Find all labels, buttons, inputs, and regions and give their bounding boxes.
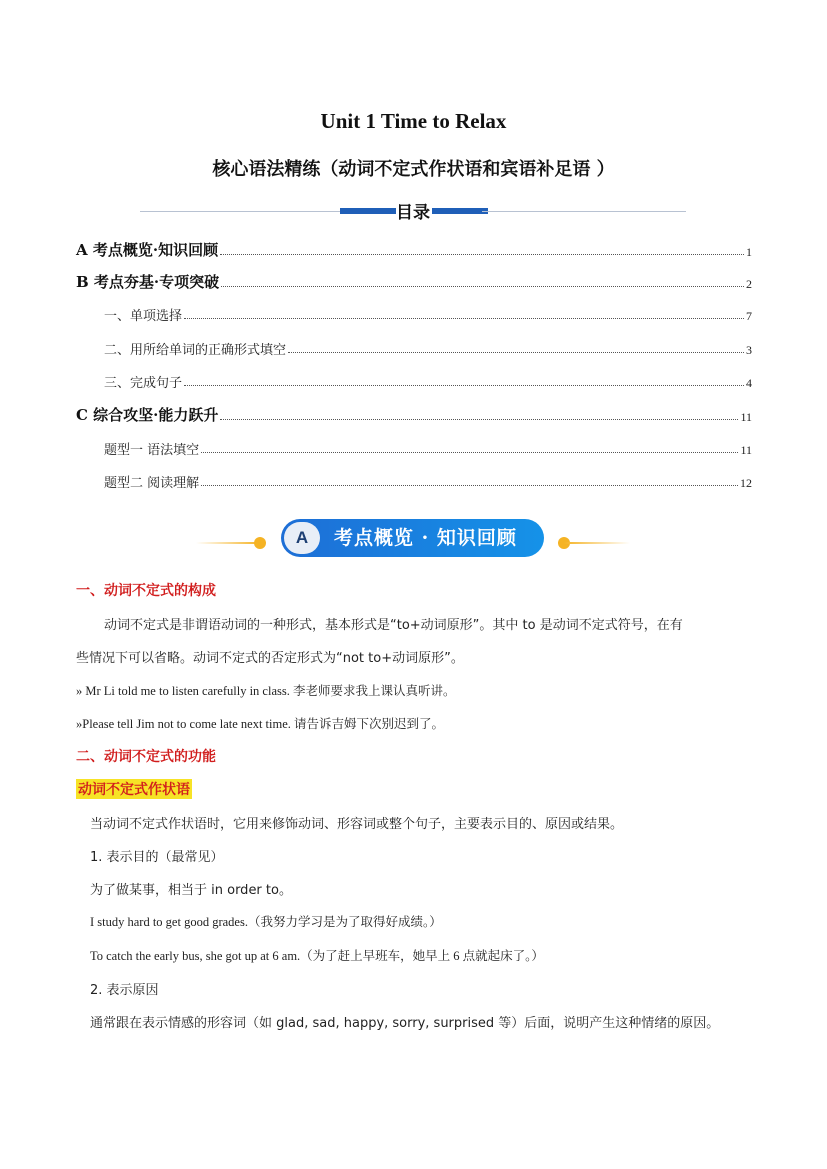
highlighted-subheading: 动词不定式作状语	[76, 779, 192, 799]
toc-entry-label: A 考点概览·知识回顾	[76, 241, 219, 259]
toc-leader	[220, 419, 738, 420]
banner-line-left	[196, 542, 260, 544]
toc-entry[interactable]	[104, 436, 752, 458]
toc-entry-page: 7	[746, 309, 752, 323]
paragraph-line: 当动词不定式作状语时，它用来修饰动词、形容词或整个句子，主要表示目的、原因或结果。	[90, 817, 624, 832]
toc-leader	[184, 318, 744, 319]
example-sentence: To catch the early bus, she got up at 6 am.（为了赶上早班车，她早上 6 点就起床了。）	[90, 949, 544, 963]
toc-leader	[184, 385, 744, 386]
section-banner	[196, 516, 632, 562]
example-sentence: I study hard to get good grades.（我努力学习是为了取得好成绩。）	[90, 915, 442, 929]
point-title: 1. 表示目的（最常见）	[90, 850, 224, 865]
example-sentence: » Mr Li told me to listen carefully in class. 李老师要求我上课认真听讲。	[76, 684, 456, 698]
toc-entry[interactable]	[104, 336, 752, 358]
banner-text: 考点概览 · 知识回顾	[334, 527, 517, 549]
toc-entry-label: 一、单项选择	[104, 309, 183, 324]
toc-entry-page: 11	[740, 410, 752, 424]
toc-entry-label: 题型一 语法填空	[104, 443, 200, 458]
toc-entry[interactable]	[104, 302, 752, 324]
toc-entry-label: B 考点夯基·专项突破	[76, 273, 220, 291]
toc-leader	[221, 286, 744, 287]
toc-entry-page: 11	[740, 443, 752, 457]
toc-entry-page: 3	[746, 343, 752, 357]
toc-entry-page: 4	[746, 376, 752, 390]
toc-entry[interactable]	[76, 403, 752, 425]
paragraph-line: 动词不定式是非谓语动词的一种形式，基本形式是“to+动词原形”。其中 to 是动词不定式符号，在有	[104, 618, 683, 633]
toc-entry[interactable]	[104, 469, 752, 491]
paragraph-line: 些情况下可以省略。动词不定式的否定形式为“not to+动词原形”。	[76, 651, 464, 666]
toc-entry-page: 2	[746, 277, 752, 291]
point-title: 2. 表示原因	[90, 983, 159, 998]
paragraph-line: 通常跟在表示情感的形容词（如 glad, sad, happy, sorry, surprised 等）后面，说明产生这种情绪的原因。	[90, 1016, 720, 1031]
toc-entry-label: 题型二 阅读理解	[104, 476, 200, 491]
toc-leader	[288, 352, 744, 353]
toc-leader	[201, 452, 738, 453]
toc-entry[interactable]	[76, 238, 752, 260]
document-subtitle: 核心语法精练（动词不定式作状语和宾语补足语 ）	[212, 159, 615, 180]
document-title: Unit 1 Time to Relax	[320, 109, 507, 133]
toc-entry-page: 12	[740, 476, 752, 490]
toc-entry-label: 二、用所给单词的正确形式填空	[104, 343, 287, 358]
toc-leader	[201, 485, 738, 486]
toc-entry-label: C 综合攻坚·能力跃升	[76, 406, 219, 424]
banner-dot-left	[254, 537, 266, 549]
section-heading: 一、动词不定式的构成	[76, 583, 216, 599]
toc-entry[interactable]	[76, 270, 752, 292]
paragraph-line: 为了做某事，相当于 in order to。	[90, 883, 292, 898]
toc-title: 目录	[396, 203, 430, 223]
toc-entry[interactable]	[104, 369, 752, 391]
toc-leader	[220, 254, 744, 255]
example-sentence: »Please tell Jim not to come late next time. 请告诉吉姆下次别迟到了。	[76, 717, 445, 731]
toc-entry-label: 三、完成句子	[104, 376, 183, 391]
banner-line-right	[564, 542, 630, 544]
banner-letter: A	[284, 522, 320, 554]
section-heading: 二、动词不定式的功能	[76, 749, 216, 765]
toc-header	[140, 198, 686, 224]
toc-entry-page: 1	[746, 245, 752, 259]
